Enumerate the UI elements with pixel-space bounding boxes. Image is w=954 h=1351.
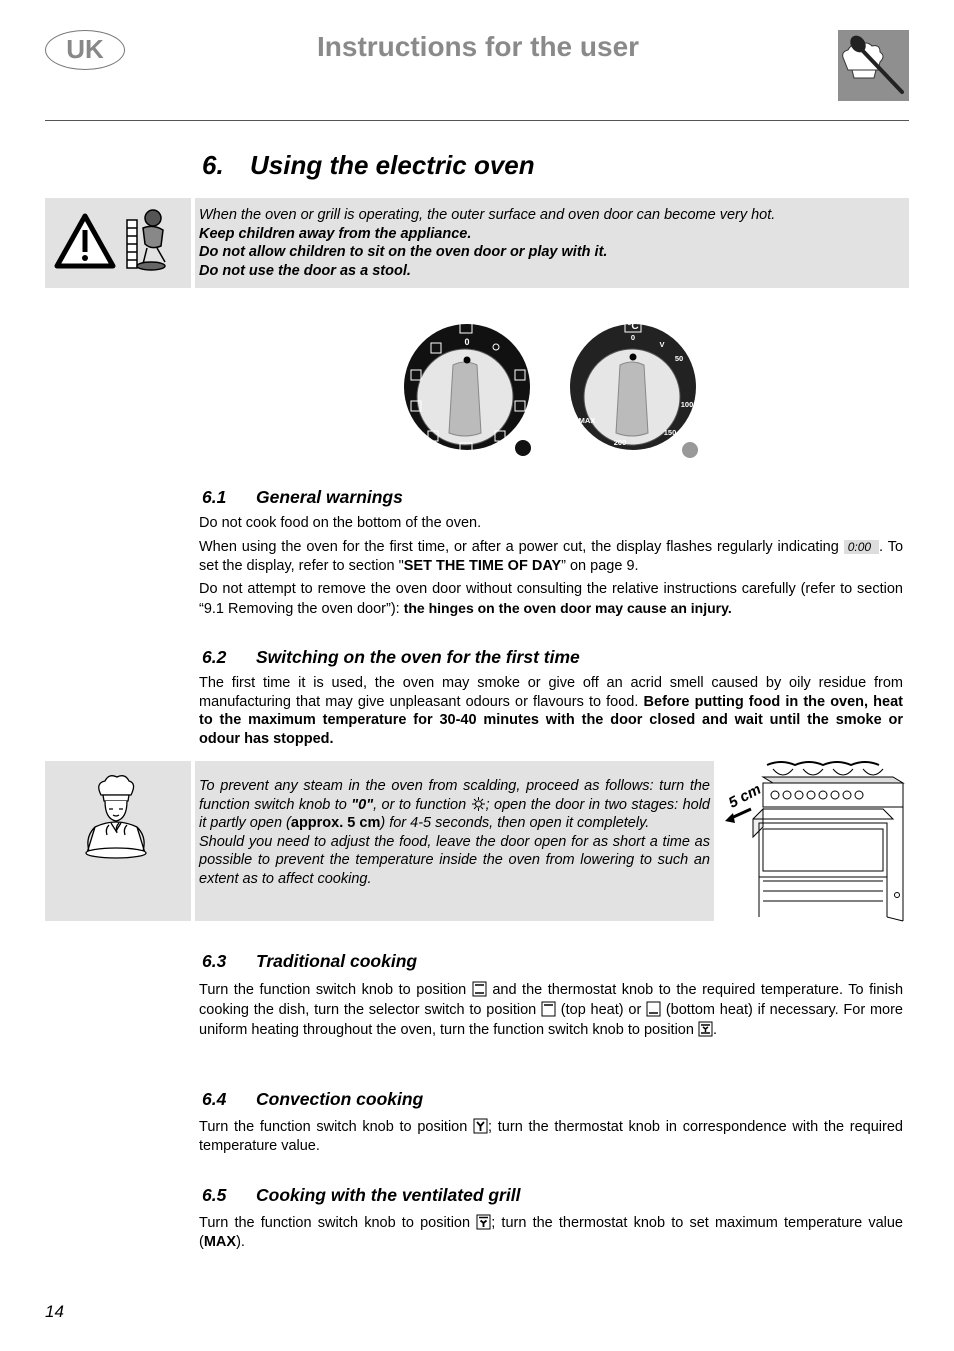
- knob-zero-label: 0: [464, 337, 470, 347]
- thermostat-mark: 150: [663, 428, 677, 437]
- text-run: Should you need to adjust the food, leave the door open for as short a time as possible to prevent the temperature inside the oven from lowering to such an extent as to affect cooking.: [199, 833, 710, 887]
- page-number: 14: [45, 1302, 64, 1321]
- fan-icon: [473, 1118, 488, 1134]
- text-run: ; turn the thermostat knob to set maximum temperature value (: [199, 1215, 903, 1250]
- thermostat-mark: 50: [674, 354, 684, 363]
- subsection-number: 6.1: [202, 487, 227, 507]
- subsection-title: Convection cooking: [256, 1089, 424, 1109]
- text-run: and the thermostat knob to the required temperature. To finish cooking the dish, turn the selector switch to position: [199, 982, 904, 1018]
- paragraph: [199, 580, 903, 618]
- tip-text: [199, 777, 710, 888]
- warning-illustration: [45, 198, 191, 288]
- text-run: When using the oven for the first time, or after a power cut, the display flashes regularly indicating: [199, 539, 839, 555]
- language-badge: UK: [45, 30, 125, 70]
- chef-icon: [86, 776, 146, 858]
- thermostat-mark: 200: [613, 438, 627, 447]
- thermostat-mark: MAX: [578, 416, 596, 425]
- top-heat-icon: [541, 1001, 556, 1017]
- text-run: Before putting food in the oven, heat to the maximum temperature for 30-40 minutes with the door closed and wait until the smoke or odour has stopped.: [199, 693, 903, 747]
- text-run: "0": [351, 796, 374, 813]
- thermostat-v-label: V: [659, 340, 665, 349]
- text-run: Turn the function switch knob to position: [199, 1215, 471, 1231]
- subsection-title: Traditional cooking: [256, 951, 418, 971]
- paragraph: [199, 538, 903, 575]
- header-rule: [45, 120, 909, 121]
- text-run: (bottom heat) if necessary. For more uniform heating throughout the oven, turn the function switch knob to position: [199, 1002, 903, 1038]
- paragraph: [199, 674, 903, 748]
- subsection-heading: [202, 1185, 520, 1206]
- section-title: Using the electric oven: [250, 150, 535, 180]
- text-run: The first time it is used, the oven may smoke or give off an acrid smell caused by oily residue from manufacturing that may give unpleasant odours or flavours to food.: [199, 675, 903, 710]
- bottom-heat-icon: [646, 1001, 661, 1017]
- warning-line: Keep children away from the appliance.: [199, 225, 472, 242]
- five-cm-label: 5 cm: [725, 780, 764, 812]
- oven-door-illustration: [723, 757, 909, 925]
- section-heading: [202, 150, 535, 181]
- display-readout: 0:00: [844, 540, 879, 554]
- thermostat-knob-illustration: [570, 315, 700, 460]
- subsection-heading: [202, 951, 417, 972]
- subsection-heading: [202, 647, 580, 668]
- text-run: approx. 5 cm: [290, 815, 381, 831]
- text-run: .: [712, 1022, 717, 1038]
- paragraph: [199, 1214, 903, 1251]
- text-run: Turn the function switch knob to position: [199, 982, 467, 998]
- text-run: , or to function: [373, 796, 467, 813]
- text-run: ; open the door in two stages: hold it partly open (: [199, 796, 710, 831]
- thermostat-mark: 100: [680, 400, 694, 409]
- thermostat-unit-label: °C: [627, 321, 639, 332]
- box-divider: [191, 761, 195, 921]
- text-run: ; turn the thermostat knob in correspondence with the required temperature value.: [199, 1119, 903, 1154]
- warning-line: Do not use the door as a stool.: [199, 262, 411, 279]
- text-run: To prevent any steam in the oven from scalding, proceed as follows: turn the function switch knob to: [199, 778, 710, 813]
- text-run: SET THE TIME OF DAY: [403, 557, 562, 574]
- text-run: ).: [236, 1233, 245, 1250]
- warning-text: [199, 206, 899, 280]
- safety-warning-box: [45, 198, 909, 288]
- text-run: Turn the function switch knob to position: [199, 1119, 468, 1135]
- text-run: the hinges on the oven door may cause an injury.: [403, 599, 732, 616]
- box-divider: [191, 198, 195, 288]
- text-run: (top heat) or: [560, 1002, 642, 1018]
- subsection-title: Cooking with the ventilated grill: [256, 1185, 521, 1205]
- text-run: MAX: [203, 1233, 237, 1250]
- subsection-heading: [202, 1089, 423, 1110]
- top-bottom-heat-icon: [472, 981, 487, 997]
- subsection-title: Switching on the oven for the first time: [256, 647, 580, 667]
- section-number: 6.: [202, 150, 224, 180]
- warning-triangle-icon: [57, 216, 113, 266]
- chef-spoon-logo: [838, 30, 909, 101]
- subsection-title: General warnings: [256, 487, 403, 507]
- text-run: ) for 4-5 seconds, then open it completely.: [380, 815, 650, 831]
- text-run: Do not attempt to remove the oven door without consulting the relative instructions carefully (refer to section “9.1 Removing the oven door”):: [199, 581, 903, 617]
- text-run: . To set the display, refer to section ": [199, 539, 904, 574]
- paragraph: [199, 980, 903, 1040]
- thermostat-zero-label: 0: [630, 333, 636, 342]
- ventilated-grill-icon: [476, 1214, 491, 1230]
- text-run: ” on page 9.: [561, 557, 639, 574]
- chef-illustration: [45, 761, 191, 921]
- child-on-oven-icon: [127, 210, 165, 270]
- paragraph: Do not cook food on the bottom of the oven.: [199, 515, 482, 531]
- function-knob-illustration: [403, 315, 533, 460]
- subsection-number: 6.3: [202, 951, 227, 971]
- subsection-number: 6.4: [202, 1089, 227, 1109]
- warning-line: Do not allow children to sit on the oven door or play with it.: [199, 244, 608, 260]
- page-header-title: Instructions for the user: [317, 31, 640, 62]
- fan-top-bottom-heat-icon: [698, 1021, 713, 1037]
- light-function-icon: [471, 796, 486, 812]
- subsection-number: 6.5: [202, 1185, 227, 1205]
- subsection-number: 6.2: [202, 647, 227, 667]
- subsection-heading: [202, 487, 403, 508]
- steam-tip-box: [45, 761, 714, 921]
- paragraph: [199, 1118, 903, 1155]
- warning-line: When the oven or grill is operating, the outer surface and oven door can become very hot.: [199, 207, 776, 223]
